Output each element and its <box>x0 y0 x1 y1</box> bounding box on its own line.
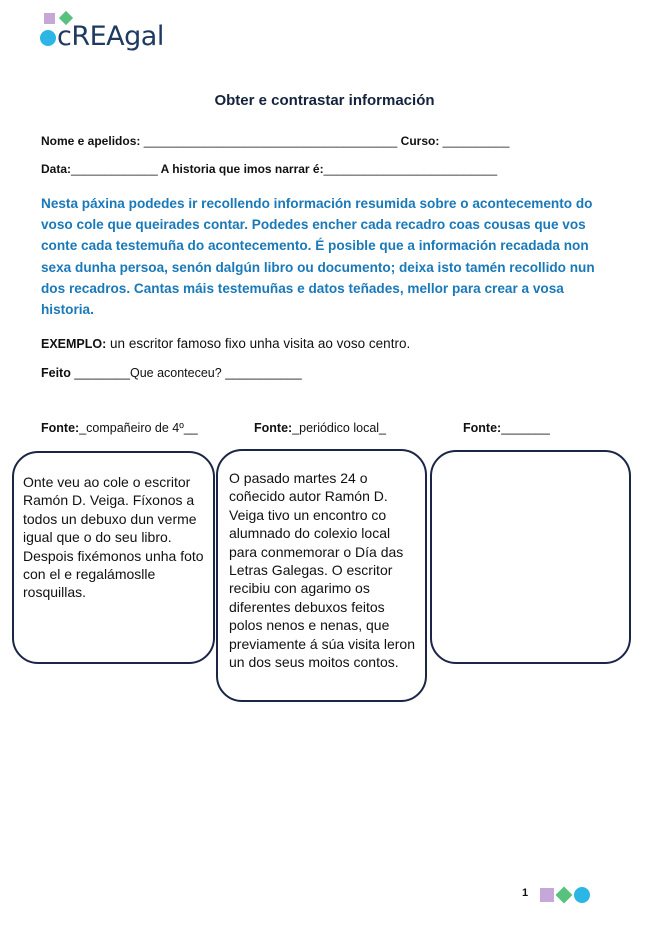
story-label: A historia que imos narrar é: <box>157 162 324 176</box>
name-field[interactable]: ______________________________________ <box>143 134 398 148</box>
creagal-logo <box>40 10 180 54</box>
date-story-row <box>41 162 497 176</box>
source-label: Fonte: <box>463 421 502 435</box>
page-title: Obter e contrastar información <box>214 92 435 109</box>
purple-square-icon <box>540 888 554 902</box>
source-1 <box>41 421 198 435</box>
course-label: Curso: <box>397 134 443 148</box>
source-label: Fonte: <box>41 421 80 435</box>
name-course-row <box>41 134 509 148</box>
page-number: 1 <box>522 887 529 899</box>
question-label: Que aconteceu? <box>129 366 226 380</box>
question-field[interactable]: ___________ <box>225 366 302 380</box>
feito-field[interactable]: ________ <box>74 366 130 380</box>
story-field[interactable]: __________________________ <box>323 162 498 176</box>
source-value[interactable]: _compañeiro de 4º__ <box>79 421 198 435</box>
blue-circle-icon <box>574 887 590 903</box>
date-field[interactable]: _____________ <box>71 162 158 176</box>
date-label: Data: <box>41 162 72 176</box>
testimony-text-1: Onte veu ao cole o escritor Ramón D. Veiga. Fíxonos a todos un debuxo dun verme igual que o do seu libro. Despois fixémonos unha foto con el e regalámoslle rosquillas. <box>23 474 204 601</box>
testimony-box-3[interactable] <box>430 450 631 664</box>
source-3 <box>463 421 550 435</box>
example-text: un escritor famoso fixo unha visita ao voso centro. <box>106 336 411 351</box>
course-field[interactable]: __________ <box>442 134 510 148</box>
source-value[interactable]: _______ <box>501 421 550 435</box>
logo-wordmark: cREAgal <box>57 21 164 52</box>
name-label: Nome e apelidos: <box>41 134 144 148</box>
purple-square-icon <box>44 13 55 24</box>
example-line <box>41 336 410 351</box>
blue-circle-icon <box>40 30 56 46</box>
green-diamond-icon <box>556 887 573 904</box>
intro-paragraph: Nesta páxina podedes ir recollendo información resumida sobre o acontecemento do voso cole que queirades contar. Podedes encher cada recadro coas cousas que vos conte cada testemuña do acontecemento. É posible que a información recadada non sexa dunha persoa, senón dalgún libro ou documento; deixa isto tamén recollido nun dos recadros. Cantas máis testemuñas e datos teñades, mellor para crear a vosa historia. <box>41 196 595 318</box>
page-footer <box>520 884 600 904</box>
testimony-text-2: O pasado martes 24 o coñecido autor Ramón D. Veiga tivo un encontro co alumnado do colexio local para conmemorar o Día das Letras Galegas. O escritor recibiu con agarimo os diferentes debuxos feitos polos nenos e nenas, que previamente á súa visita leron un dos seus moitos contos. <box>229 470 415 671</box>
feito-label: Feito <box>41 366 75 380</box>
source-2 <box>254 421 386 435</box>
source-value[interactable]: _periódico local_ <box>292 421 386 435</box>
example-label: EXEMPLO: <box>41 337 107 351</box>
feito-line <box>41 366 302 380</box>
source-label: Fonte: <box>254 421 293 435</box>
